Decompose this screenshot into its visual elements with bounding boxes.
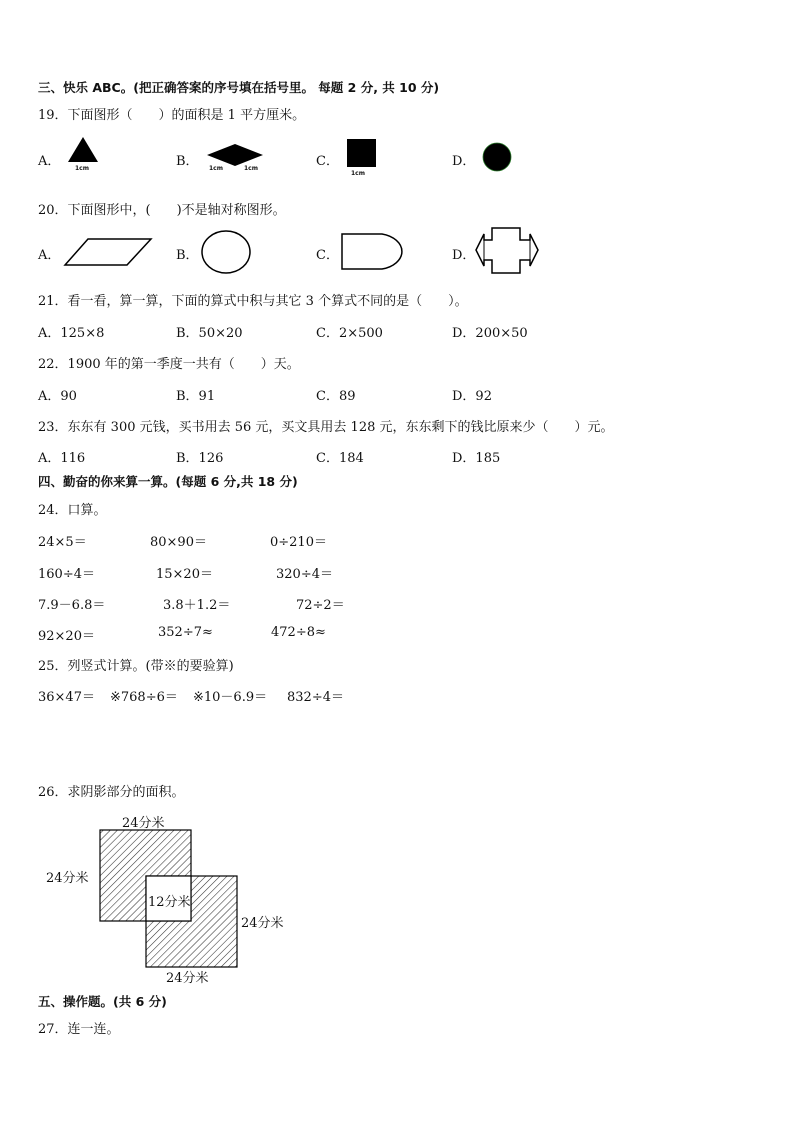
q19-option-a: A． bbox=[38, 154, 61, 169]
square-figure bbox=[346, 139, 376, 169]
figure-top-label: 24分米 bbox=[122, 816, 165, 831]
q20-option-a: A． bbox=[38, 248, 61, 263]
figure-right-label: 24分米 bbox=[241, 916, 284, 931]
figure-center-label: 12分米 bbox=[148, 895, 191, 910]
q22-option-a: A．90 bbox=[38, 389, 77, 404]
q25-item: 832÷4＝ bbox=[287, 690, 344, 705]
q21-option-a: A．125×8 bbox=[38, 326, 105, 341]
q24-stem: 24．口算。 bbox=[38, 503, 107, 518]
arch-shape-figure bbox=[340, 232, 410, 272]
q24-item: 7.9－6.8＝ bbox=[38, 598, 106, 613]
q26-stem: 26．求阴影部分的面积。 bbox=[38, 785, 185, 800]
rhombus-unit-label-left: 1cm bbox=[209, 165, 223, 172]
parallelogram-figure bbox=[64, 236, 154, 270]
q24-item: 320÷4＝ bbox=[276, 567, 333, 582]
q24-item: 0÷210＝ bbox=[270, 535, 327, 550]
q19-option-c: C． bbox=[316, 154, 339, 169]
q24-item: 15×20＝ bbox=[156, 567, 213, 582]
q24-item: 92×20＝ bbox=[38, 629, 95, 644]
q24-item: 80×90＝ bbox=[150, 535, 207, 550]
q22-option-c: C．89 bbox=[316, 389, 356, 404]
q22-option-d: D．92 bbox=[452, 389, 492, 404]
q24-item: 472÷8≈ bbox=[271, 625, 326, 640]
circle-figure bbox=[481, 142, 513, 174]
section-5-heading: 五、操作题。(共 6 分) bbox=[38, 994, 167, 1009]
section-4-heading: 四、勤奋的你来算一算。(每题 6 分,共 18 分) bbox=[38, 474, 298, 489]
q23-option-c: C．184 bbox=[316, 451, 364, 466]
square-unit-label: 1cm bbox=[351, 170, 365, 177]
q20-option-c: C． bbox=[316, 248, 339, 263]
q24-item: 72÷2＝ bbox=[296, 598, 345, 613]
figure-bottom-label: 24分米 bbox=[166, 971, 209, 986]
circle-outline-figure bbox=[200, 230, 254, 276]
q20-option-d: D． bbox=[452, 248, 476, 263]
q21-option-b: B．50×20 bbox=[176, 326, 243, 341]
q20-option-b: B． bbox=[176, 248, 199, 263]
q19-option-d: D． bbox=[452, 154, 476, 169]
q25-item: 36×47＝ bbox=[38, 690, 95, 705]
q22-option-b: B．91 bbox=[176, 389, 216, 404]
q22-stem: 22．1900 年的第一季度一共有（ ）天。 bbox=[38, 357, 300, 372]
q20-stem: 20．下面图形中，( )不是轴对称图形。 bbox=[38, 203, 286, 218]
q23-stem: 23．东东有 300 元钱，买书用去 56 元，买文具用去 128 元，东东剩下的钱比原来少（ ）元。 bbox=[38, 420, 614, 435]
q24-item: 3.8＋1.2＝ bbox=[163, 598, 231, 613]
q25-item: ※10－6.9＝ bbox=[193, 690, 268, 705]
rhombus-unit-label-right: 1cm bbox=[244, 165, 258, 172]
arrow-cross-figure bbox=[474, 226, 540, 276]
q23-option-a: A．116 bbox=[38, 451, 86, 466]
q24-item: 24×5＝ bbox=[38, 535, 87, 550]
q21-option-c: C．2×500 bbox=[316, 326, 383, 341]
q21-stem: 21．看一看，算一算，下面的算式中积与其它 3 个算式不同的是（ ）。 bbox=[38, 294, 468, 309]
q25-item: ※768÷6＝ bbox=[110, 690, 178, 705]
q24-item: 352÷7≈ bbox=[158, 625, 213, 640]
q24-item: 160÷4＝ bbox=[38, 567, 95, 582]
q27-stem: 27．连一连。 bbox=[38, 1022, 120, 1037]
figure-left-label: 24分米 bbox=[46, 871, 89, 886]
section-3-heading: 三、快乐 ABC。(把正确答案的序号填在括号里。 每题 2 分, 共 10 分) bbox=[38, 80, 440, 95]
q21-option-d: D．200×50 bbox=[452, 326, 528, 341]
q19-option-b: B． bbox=[176, 154, 199, 169]
q23-option-d: D．185 bbox=[452, 451, 501, 466]
triangle-unit-label: 1cm bbox=[75, 165, 89, 172]
q25-stem: 25．列竖式计算。(带※的要验算) bbox=[38, 659, 234, 674]
q19-stem: 19．下面图形（ ）的面积是 1 平方厘米。 bbox=[38, 108, 306, 123]
q23-option-b: B．126 bbox=[176, 451, 224, 466]
